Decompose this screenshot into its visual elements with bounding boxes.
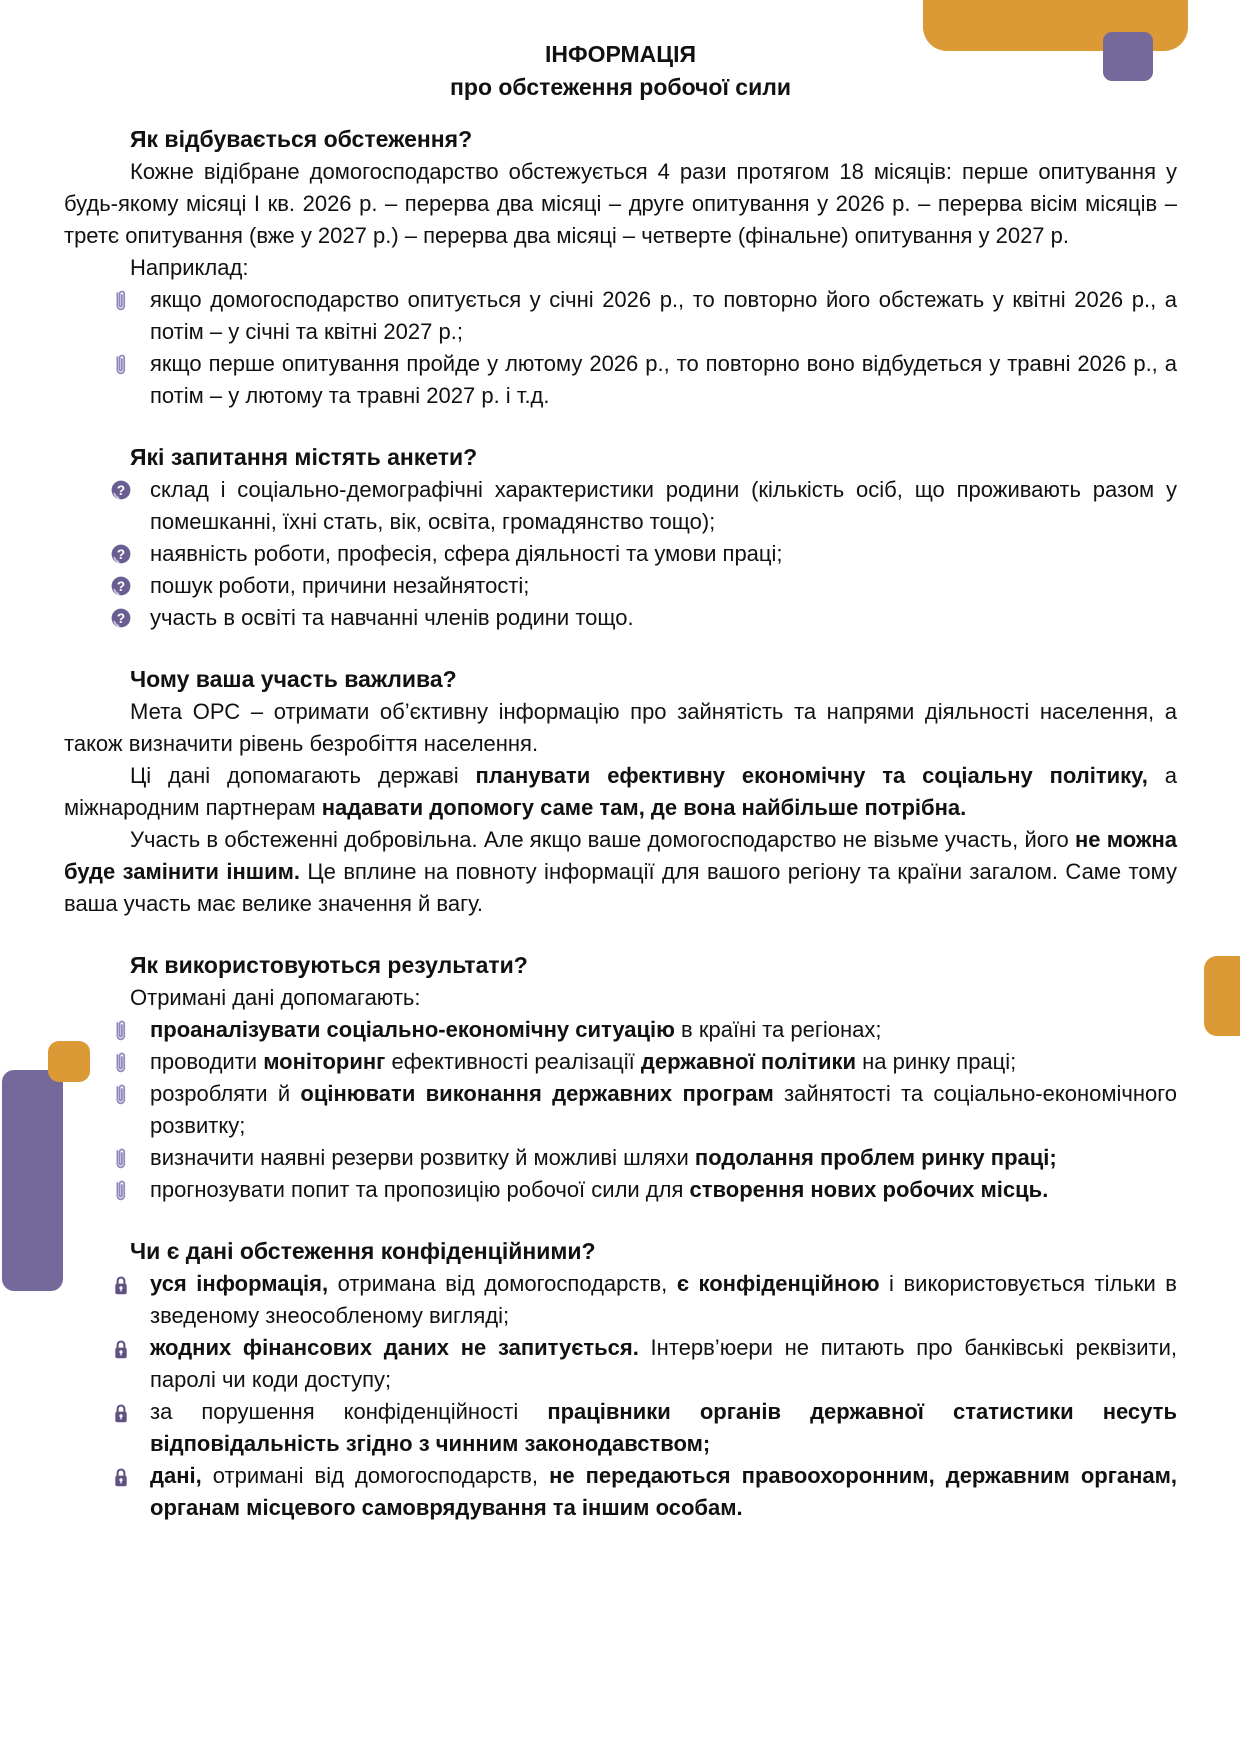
list-item: [64, 570, 1177, 602]
list-item: [64, 1396, 1177, 1460]
bold-text: надавати допомогу саме там, де вона найбільше потрібна.: [321, 795, 967, 820]
bold-text: не можна буде замінити іншим.: [64, 827, 1177, 884]
paragraph: Ці дані допомагають державі планувати ефективну економічну та соціальну політику, а міжнародним партнерам надавати допомогу саме там, де вона найбільше потрібна.: [64, 763, 1177, 820]
svg-text:?: ?: [116, 610, 126, 626]
bold-text: жодних фінансових даних не запитується.: [150, 1335, 639, 1360]
list-item: [64, 348, 1177, 412]
bullet-list: [64, 284, 1177, 412]
paragraph: Кожне відібране домогосподарство обстежується 4 рази протягом 18 місяців: перше опитування у будь-якому місяці І кв. 2026 р. – перерва два місяці – друге опитування у 2026 р. – перерва вісім місяців – третє опитування (вже у 2027 р.) – перерва два місяці – четверте (фінальне) опитування у 2027 р.: [64, 159, 1177, 248]
list-item-text: якщо домогосподарство опитується у січні 2026 р., то повторно його обстежать у квітні 2026 р., а потім – у січні та квітні 2027 р.;: [150, 287, 1177, 344]
list-item: [64, 538, 1177, 570]
bold-text: оцінювати виконання державних програм: [300, 1081, 774, 1106]
section-heading-why-participate: Чому ваша участь важлива?: [130, 666, 457, 692]
bold-text: є конфіденційною: [676, 1271, 880, 1296]
bullet-list: [64, 1014, 1177, 1206]
section-heading-results-usage: Як використовуються результати?: [130, 952, 528, 978]
paperclip-icon: [108, 1178, 134, 1204]
list-item: [64, 284, 1177, 348]
list-item-text: прогнозувати попит та пропозицію робочої сили для створення нових робочих місць.: [150, 1177, 1049, 1202]
paragraph: Участь в обстеженні добровільна. Але якщо ваше домогосподарство не візьме участь, його не можна буде замінити іншим. Це вплине на повноту інформації для вашого регіону та країни загалом. Саме тому ваша участь має велике значення й вагу.: [64, 827, 1177, 916]
bold-text: подолання проблем ринку праці;: [694, 1145, 1057, 1170]
paperclip-icon: [108, 1082, 134, 1108]
bold-text: уся інформація,: [150, 1271, 329, 1296]
section-heading-confidentiality: Чи є дані обстеження конфіденційними?: [130, 1238, 596, 1264]
list-item-text: пошук роботи, причини незайнятості;: [150, 573, 530, 598]
bold-text: створення нових робочих місць.: [689, 1177, 1049, 1202]
list-item: [64, 1174, 1177, 1206]
lock-icon: [108, 1272, 134, 1298]
list-item: [64, 1046, 1177, 1078]
question-icon: [108, 574, 134, 600]
lock-icon: [108, 1400, 134, 1426]
document-body: [64, 124, 1177, 1524]
list-item: [64, 1014, 1177, 1046]
list-item: [64, 602, 1177, 634]
list-item-text: проводити моніторинг ефективності реалізації державної політики на ринку праці;: [150, 1049, 1017, 1074]
list-item: [64, 1142, 1177, 1174]
document-title: [64, 38, 1177, 104]
list-item: [64, 1268, 1177, 1332]
bullet-list: [64, 474, 1177, 634]
text-line: Наприклад:: [130, 255, 249, 280]
svg-text:?: ?: [116, 578, 126, 594]
svg-text:?: ?: [116, 546, 126, 562]
bold-text: державної політики: [640, 1049, 857, 1074]
list-item-text: якщо перше опитування пройде у лютому 2026 р., то повторно воно відбудеться у травні 2026 р., а потім – у лютому та травні 2027 р. і т.д.: [150, 351, 1177, 408]
list-item-text: склад і соціально-демографічні характеристики родини (кількість осіб, що проживають разом у помешканні, їхні стать, вік, освіта, громадянство тощо);: [150, 477, 1177, 534]
document-title-line1: ІНФОРМАЦІЯ: [544, 41, 697, 67]
section-heading-how-survey-works: Як відбувається обстеження?: [130, 126, 473, 152]
list-item: [64, 1078, 1177, 1142]
paperclip-icon: [108, 288, 134, 314]
paperclip-icon: [108, 352, 134, 378]
list-item: [64, 474, 1177, 538]
list-item-text: за порушення конфіденційності працівники органів державної статистики несуть відповідальність згідно з чинним законодавством;: [150, 1399, 1177, 1456]
bold-text: планувати ефективну економічну та соціальну політику,: [475, 763, 1148, 788]
bold-text: не передаються правоохоронним, державним органам, органам місцевого самоврядування та іншим особам.: [150, 1463, 1178, 1520]
question-icon: [108, 478, 134, 504]
list-item-text: проаналізувати соціально-економічну ситуацію в країні та регіонах;: [150, 1017, 882, 1042]
lock-icon: [108, 1464, 134, 1490]
text-line: Отримані дані допомагають:: [130, 985, 421, 1010]
bold-text: дані,: [150, 1463, 202, 1488]
paperclip-icon: [108, 1146, 134, 1172]
document-title-line2: про обстеження робочої сили: [450, 74, 791, 100]
list-item-text: уся інформація, отримана від домогосподарств, є конфіденційною і використовується тільки в зведеному знеособленому вигляді;: [150, 1271, 1177, 1328]
section-heading-questionnaire: Які запитання містять анкети?: [130, 444, 478, 470]
list-item-text: жодних фінансових даних не запитується. Інтерв’юери не питають про банківські реквізити, паролі чи коди доступу;: [150, 1335, 1178, 1392]
lock-icon: [108, 1336, 134, 1362]
svg-text:?: ?: [116, 482, 126, 498]
paperclip-icon: [108, 1050, 134, 1076]
list-item: [64, 1460, 1177, 1524]
question-icon: [108, 542, 134, 568]
list-item-text: визначити наявні резерви розвитку й можливі шляхи подолання проблем ринку праці;: [150, 1145, 1057, 1170]
list-item-text: участь в освіті та навчанні членів родини тощо.: [150, 605, 634, 630]
question-icon: [108, 606, 134, 632]
list-item-text: наявність роботи, професія, сфера діяльності та умови праці;: [150, 541, 783, 566]
list-item-text: дані, отримані від домогосподарств, не передаються правоохоронним, державним органам, органам місцевого самоврядування та іншим особам.: [150, 1463, 1178, 1520]
bold-text: проаналізувати соціально-економічну ситуацію: [150, 1017, 675, 1042]
bullet-list: [64, 1268, 1177, 1524]
list-item: [64, 1332, 1177, 1396]
bold-text: моніторинг: [263, 1049, 386, 1074]
paperclip-icon: [108, 1018, 134, 1044]
list-item-text: розробляти й оцінювати виконання державних програм зайнятості та соціально-економічного розвитку;: [150, 1081, 1177, 1138]
bold-text: працівники органів державної статистики несуть відповідальність згідно з чинним законодавством;: [150, 1399, 1177, 1456]
paragraph: Мета ОРС – отримати об’єктивну інформацію про зайнятість та напрями діяльності населення, а також визначити рівень безробіття населення.: [64, 699, 1177, 756]
